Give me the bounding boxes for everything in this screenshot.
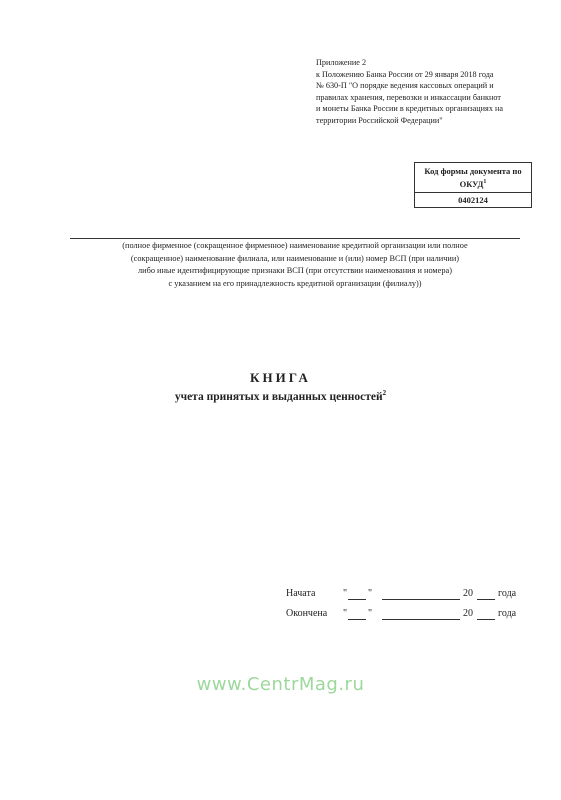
subtitle-footnote-mark: 2 (382, 389, 387, 397)
book-title: КНИГА (250, 370, 311, 385)
appendix-line: территории Российской Федерации" (316, 115, 443, 125)
book-subtitle (0, 389, 561, 403)
quote-open: " (343, 608, 348, 619)
org-description-line: либо иные идентифицирующие признаки ВСП (при отсутствии наименования и номера) (138, 266, 452, 275)
end-date-label: Окончена (286, 608, 328, 619)
appendix-block (316, 57, 546, 127)
start-date-label: Начата (286, 588, 316, 599)
year-suffix: года (498, 608, 517, 619)
okud-header (415, 163, 531, 192)
appendix-line: и монеты Банка России в кредитных организациях на (316, 104, 503, 114)
appendix-line: № 630-П "О порядке ведения кассовых операций и (316, 81, 494, 91)
month-blank (382, 619, 460, 620)
year-blank (477, 599, 495, 600)
year-prefix: 20 (463, 588, 473, 599)
okud-code: 0402124 (415, 192, 531, 207)
book-subtitle-text: учета принятых и выданных ценностей (174, 390, 383, 403)
day-blank (348, 599, 366, 600)
start-date-row (286, 588, 536, 602)
month-blank (382, 599, 460, 600)
year-suffix: года (498, 588, 517, 599)
org-description-line: (сокращенное) наименование филиала, или наименование и (или) номер ВСП (при наличии) (130, 253, 460, 263)
org-description-line: (полное фирменное (сокращенное фирменное) наименование кредитной организации или полное (122, 241, 468, 250)
org-name-line (70, 238, 520, 239)
watermark: www.CentrMag.ru (196, 674, 365, 695)
org-description (70, 240, 520, 290)
year-prefix: 20 (463, 608, 473, 619)
appendix-line: правилах хранения, перевозки и инкассации банкнот (316, 92, 501, 102)
day-blank (348, 619, 366, 620)
year-blank (477, 619, 495, 620)
appendix-line: Приложение 2 (316, 58, 367, 67)
okud-box (414, 162, 532, 208)
quote-open: " (343, 588, 348, 599)
end-date-row (286, 608, 536, 622)
appendix-line: к Положению Банка России от 29 января 2018 года (316, 69, 494, 79)
org-description-line: с указанием на его принадлежность кредитной организации (филиалу)) (168, 278, 422, 288)
quote-close: " (368, 608, 373, 619)
quote-close: " (368, 588, 373, 599)
okud-header-text: Код формы документа по ОКУД (424, 166, 522, 189)
okud-footnote-mark: 1 (483, 179, 487, 185)
